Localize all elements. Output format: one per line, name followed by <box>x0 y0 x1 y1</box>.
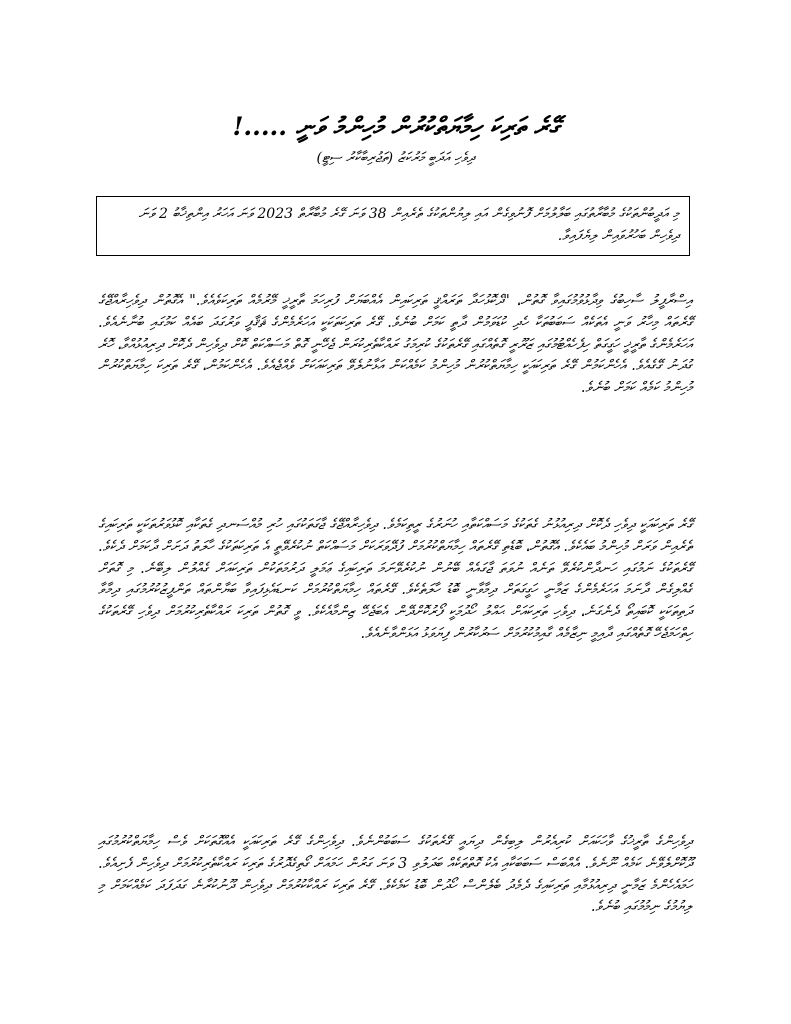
paragraph-text: ދިވެހިންގެ ތާރީޚުގެ ވާހަކައަށް ކުރިއެރުން ލިބިގެން ދިޔައީ ގޭރެތަކުގެ ސަބަބުންނެވެ. ދިވެހިންގެ ގޭރެ ތަރިކައަކީ އެއްގޮތަކަށް ވެސް ހިމާޔަތްކުރުމުގައި ދޫކޮށްލެވޭނެ ކަމެއް ނޫނެވެ. އެއްބަސް ސަބަބަކާއި އެކު ގޮތްތަކެއް ބަދަލުވި 3 ވަނަ ގަރުން ހަމައަށް ގޯތިގެދޮރުގެ ތަރިކަ ރައްކާތެރިކުރުމަށް ދިވެހިން ފެށިއެވެ. ހަމައެހެންމެ ޒަމާނީ ދިރިއުޅުމާއި ތަރިކައިގެ ދެމެދު ބެލެންސް ހޯދުން ބޮޑު ކަމެކެވެ. ގޭރެ ތަރިކަ ރައްކާކުރުމަށް ދިވެހިން ދޫނުކުރާނެ ގަދަފަދަ ކަމެއްކަމަށް މި ލިޔުމުގެ ނިމުމުގައި ބުނެވެ. <box>98 834 692 916</box>
article-byline: ދިވެހި އަދަބީ މަރުކަޒު (ތަޖުރިބާކާރު ސިޓީ) <box>316 150 475 166</box>
body-paragraph-2 <box>98 515 692 668</box>
body-paragraph-1 <box>98 291 692 422</box>
body-paragraph-3 <box>98 832 692 941</box>
summary-box <box>96 196 690 256</box>
paragraph-text: ގޭރެ ތަރިކައަކީ ދިވެހި ދެކޮށް ދިރިއުޅުނު ގެތަކުގެ މަސައްކަތާއި ހުނަރުގެ ރީތިކަމެވެ. ދިވެހިރާއްޖޭގެ ޖާގަތަކުގައި ހުރި މުއްސަނދި ގެތަކާއި ކޮޅުވަރުތަކަކީ ތަރިކައިގެ ތެރެއިން ވަރަށް މުހިންމު ބައެކެވެ. އެގޮތުން، ބޮޑެތި ގޭރެތައް ހިމާޔަތްކުރުމަށް ފުދޭވަރަކަށް މަސައްކަތް ނުކުރެވޭތީ އެ ތަރިކަތަކުގެ ހާލަތު ދަށަށް ދާކަމަށް ދެކެވެ. ގޭރެތަކުގެ ނަމުގައި ހަނދާންކުރެވޭ ތަނެއް ނުވަތަ ޖާގައެއް ބޭނުން ނުކުރެވޭނަމަ ތަރިކައިގެ ޢަމަލީ ދަރުމަތަކުން ތަރިކައަށް ގެއްލުން ލިބޭނެ. މި ގޮތަށް ގެއްލިގެން ދާނަމަ އަހަރެމެންގެ ޒަމާނީ ހަގީގަތަށް ދިމާވާނީ ބޮޑު ހާލަތެކެވެ. ގޭރެތައް ހިމާޔަތްކުރުމަށް ކަނޑައެޅިފައިވާ ބަޔާންތައް ތަންފީޒުކުރުމުގައި ދިމާވާ ދަތިތަކަކީ ކޮބައިތޯ ދެނެގަނެ، ދިވެހި ތަރިކައަށް ޙައްލު ހޯދުމަކީ ފޯރުކޮށްދޭން އެބަޖެހޭ ޒިންމާއެކެވެ. ވީ ގޮތުން ތަރިކަ ރައްކާތެރިކުރުމަށް ދިވެހި ގޭރެތަކުގެ ހިތްހަމަޖެހޭ ގޮތެއްގައި ދާއިމީ ނިޒާމެއް ގާއިމުކުރުމަށް ސަރުކާރުން ފިޔަވަޅު އަޅަންވާނެއެވެ. <box>98 517 692 642</box>
article-title: ގޭރެ ތަރިކަ ހިމާޔަތްކުރުން މުހިންމު ވަނީ .....! <box>232 112 559 141</box>
summary-text: މި އަދީބުންތަކުގެ މުބާރާތުގައި ބަލާލުމަށް ފޮނުވިގެން އައި ލިޔުންތަކުގެ ތެރެއިން 38 ވަނަ ގޭރެ މުބާރާތް 2023 ވަނަ އަހަރު އިންތިޚާބު 2 ވަނަ ދިވެހިން ބަހުރުވައިން ލިޔެފައިވާ. <box>138 206 679 244</box>
paragraph-text: އިސްރާފީލު ސާހިބުގެ ވިދާޅުވުމުގައިވާ ގޮތުން، "ދެކޮޅުހަދާ ތަރައްޤީ ތަރިކައިން އެއްބަޔަށް ފުރިހަމަ ތާރީޚީ މޭރުމެއް ތަރިކަވެއެވެ." އެގޮތުން ދިވެހިރާއްޖޭގެ ގޭރެތައް މިހާރު ވަނީ އެތަކެއް ސަބަބުތަކާ ހެދި ކުޑަވަމުން ދާތީ ކަމަށް ބުނެވެ. ގޭރެ ތަރިކަތަކަކީ އަހަރެމެންގެ ޘަޤާފީ ވަރުގަދަ ބައެއް ކަމުގައި ބުނާނެއެވެ. އަހަރެމެންގެ ތާރީޚީ ހަގީގަތް ހިފެހެއްޓުމުގައި ޒަރޫރީ ގޮތެއްގައި ގޭރެތަކުގެ ކުރިމަގު ރައްކާތެރިކުރަން ޖެހޭނީ ގޮތް މަސައްކަތް ކޮށް ދިވެހިން ދެކޮށް ދިރިއުޅުއްވާ، ހޮރެ ގުދަނު ގޭގެއެވެ. އެހެންކަމުން ގޭރެ ތަރިކައަކީ ހިމާޔަތްކުރުން މުހިންމު ކަމެއްކަން އަޅާނުލެވޭ ތަރިކައަކަށް ވެއްޖެއެވެ. އެހެންކަމުން، ގޭރެ ތަރިކަ ހިމާޔަތްކުރުން މުހިންމު ކަމެއް ކަމަށް ބުނެވެ. <box>98 293 692 397</box>
